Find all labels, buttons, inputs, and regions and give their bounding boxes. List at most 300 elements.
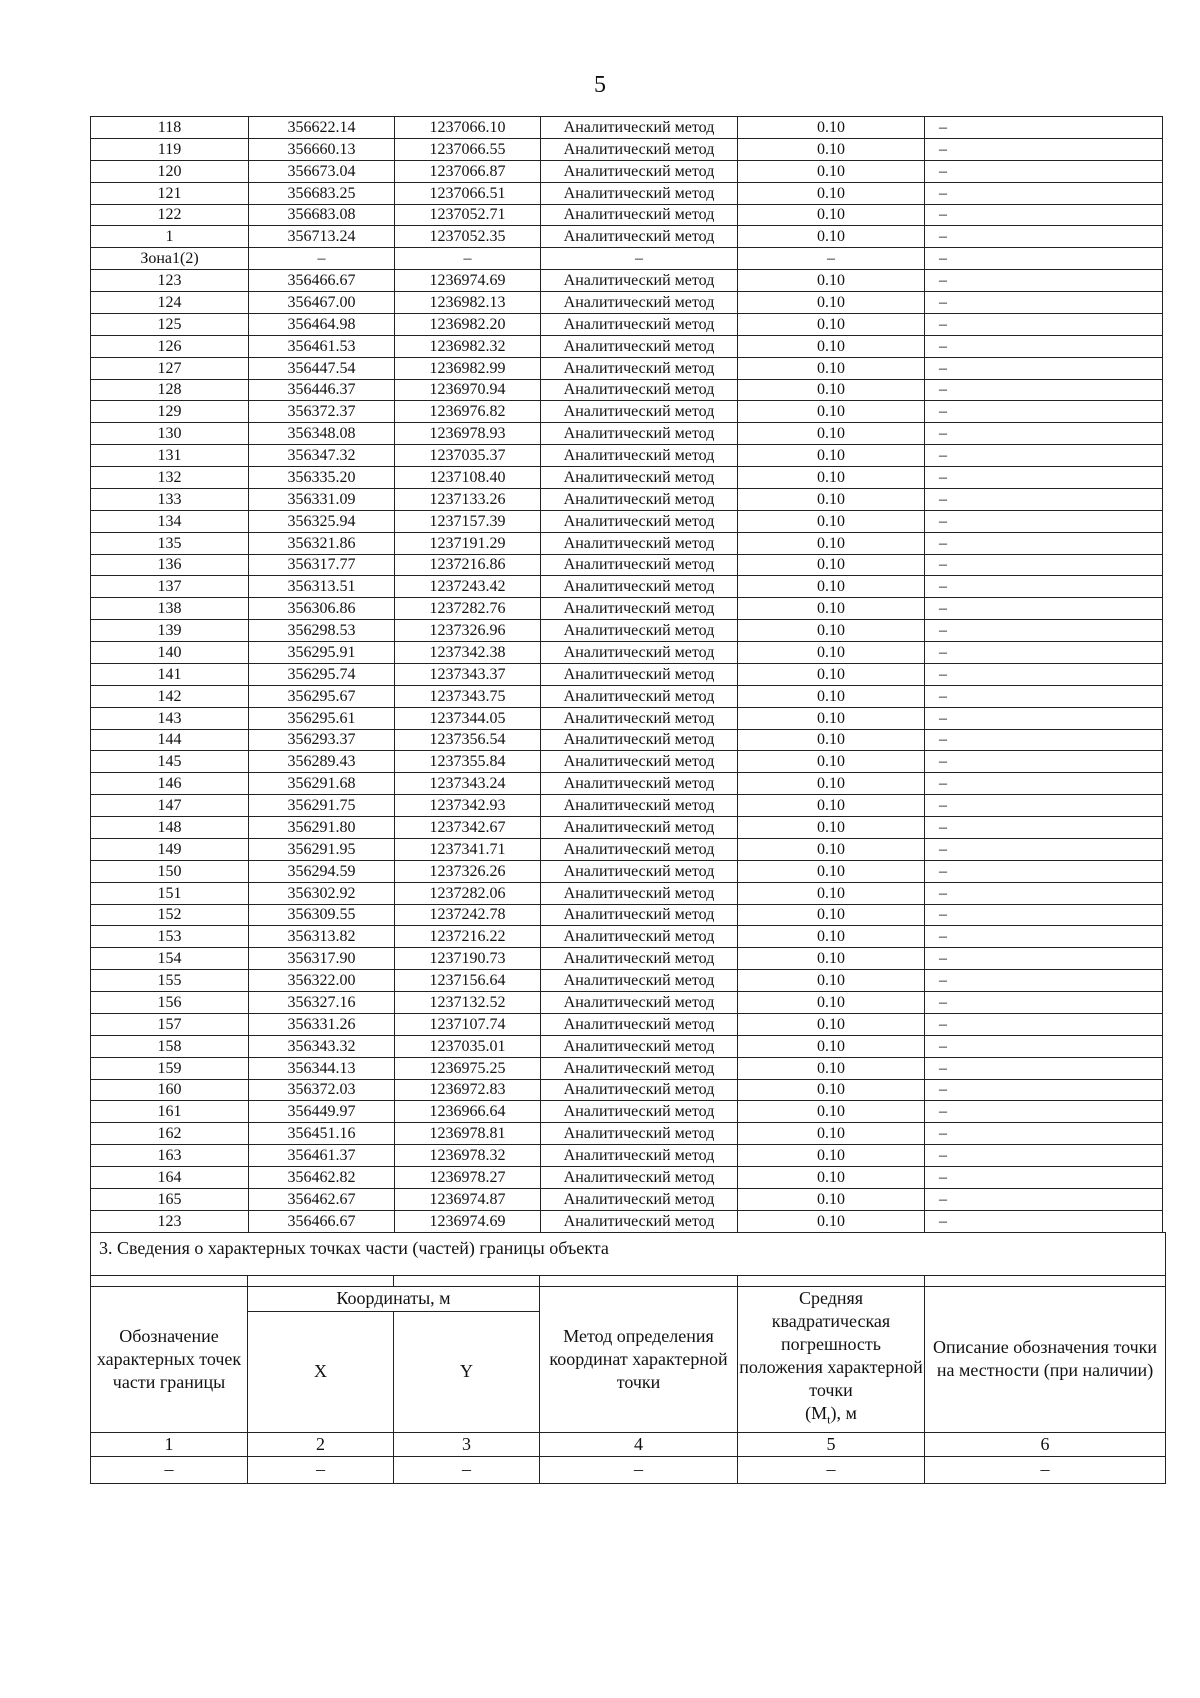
method-cell: Аналитический метод <box>541 1035 738 1057</box>
point-id-cell: 134 <box>91 510 249 532</box>
error-cell: 0.10 <box>738 226 925 248</box>
table-row <box>91 292 1163 314</box>
description-cell: – <box>925 226 1163 248</box>
header-mean-error: Средняя квадратическая погрешность положения характерной точки $(M_t)$, м <box>738 1287 925 1433</box>
method-cell: Аналитический метод <box>541 467 738 489</box>
error-cell: 0.10 <box>738 685 925 707</box>
x-coordinate-cell: 356449.97 <box>249 1101 395 1123</box>
y-coordinate-cell: 1237343.24 <box>395 773 541 795</box>
x-coordinate-cell: 356622.14 <box>249 117 395 139</box>
x-coordinate-cell: 356461.37 <box>249 1145 395 1167</box>
method-cell: Аналитический метод <box>541 970 738 992</box>
point-id-cell: 131 <box>91 445 249 467</box>
header-x: X <box>248 1311 394 1432</box>
table-row <box>91 707 1163 729</box>
y-coordinate-cell: 1236974.69 <box>395 1210 541 1232</box>
empty-cell: – <box>91 1456 248 1483</box>
point-id-cell: 146 <box>91 773 249 795</box>
description-cell: – <box>925 467 1163 489</box>
method-cell: Аналитический метод <box>541 270 738 292</box>
y-coordinate-cell: 1237242.78 <box>395 904 541 926</box>
error-cell: 0.10 <box>738 707 925 729</box>
y-coordinate-cell: 1236978.81 <box>395 1123 541 1145</box>
table-row <box>91 379 1163 401</box>
y-coordinate-cell: 1236982.99 <box>395 357 541 379</box>
point-id-cell: 118 <box>91 117 249 139</box>
table-row <box>91 488 1163 510</box>
method-cell: Аналитический метод <box>541 1057 738 1079</box>
method-cell: Аналитический метод <box>541 576 738 598</box>
description-cell: – <box>925 160 1163 182</box>
y-coordinate-cell: 1236978.93 <box>395 423 541 445</box>
method-cell: Аналитический метод <box>541 992 738 1014</box>
point-id-cell: 124 <box>91 292 249 314</box>
error-cell: 0.10 <box>738 860 925 882</box>
description-cell: – <box>925 423 1163 445</box>
error-cell: 0.10 <box>738 970 925 992</box>
method-cell: Аналитический метод <box>541 1013 738 1035</box>
error-cell: 0.10 <box>738 882 925 904</box>
y-coordinate-cell: 1237052.35 <box>395 226 541 248</box>
description-cell: – <box>925 1210 1163 1232</box>
error-cell: 0.10 <box>738 204 925 226</box>
error-cell: 0.10 <box>738 729 925 751</box>
description-cell: – <box>925 554 1163 576</box>
description-cell: – <box>925 1057 1163 1079</box>
error-cell: 0.10 <box>738 1188 925 1210</box>
column-number: 1 <box>91 1432 248 1456</box>
point-id-cell: 157 <box>91 1013 249 1035</box>
x-coordinate-cell: 356347.32 <box>249 445 395 467</box>
y-coordinate-cell: 1236974.87 <box>395 1188 541 1210</box>
description-cell: – <box>925 379 1163 401</box>
point-id-cell: 140 <box>91 642 249 664</box>
table-row <box>91 970 1163 992</box>
y-coordinate-cell: 1237132.52 <box>395 992 541 1014</box>
point-id-cell: 123 <box>91 1210 249 1232</box>
x-coordinate-cell: 356462.67 <box>249 1188 395 1210</box>
x-coordinate-cell: 356295.61 <box>249 707 395 729</box>
x-coordinate-cell: – <box>249 248 395 270</box>
description-cell: – <box>925 620 1163 642</box>
table-row <box>91 1188 1163 1210</box>
error-cell: 0.10 <box>738 751 925 773</box>
x-coordinate-cell: 356713.24 <box>249 226 395 248</box>
error-cell: 0.10 <box>738 554 925 576</box>
method-cell: Аналитический метод <box>541 510 738 532</box>
table-row <box>91 948 1163 970</box>
method-cell: Аналитический метод <box>541 292 738 314</box>
table-row <box>91 138 1163 160</box>
error-cell: 0.10 <box>738 313 925 335</box>
method-cell: Аналитический метод <box>541 598 738 620</box>
error-cell: 0.10 <box>738 948 925 970</box>
error-cell: 0.10 <box>738 270 925 292</box>
error-cell: 0.10 <box>738 117 925 139</box>
y-coordinate-cell: 1236978.27 <box>395 1167 541 1189</box>
y-coordinate-cell: 1237326.96 <box>395 620 541 642</box>
x-coordinate-cell: 356321.86 <box>249 532 395 554</box>
method-cell: Аналитический метод <box>541 313 738 335</box>
point-id-cell: 154 <box>91 948 249 970</box>
error-cell: 0.10 <box>738 992 925 1014</box>
point-id-cell: 129 <box>91 401 249 423</box>
y-coordinate-cell: 1237356.54 <box>395 729 541 751</box>
description-cell: – <box>925 904 1163 926</box>
method-cell: Аналитический метод <box>541 226 738 248</box>
table-row <box>91 1013 1163 1035</box>
method-cell: Аналитический метод <box>541 882 738 904</box>
method-cell: Аналитический метод <box>541 663 738 685</box>
y-coordinate-cell: 1237066.55 <box>395 138 541 160</box>
method-cell: Аналитический метод <box>541 817 738 839</box>
x-coordinate-cell: 356447.54 <box>249 357 395 379</box>
y-coordinate-cell: 1237190.73 <box>395 948 541 970</box>
method-cell: Аналитический метод <box>541 445 738 467</box>
description-cell: – <box>925 773 1163 795</box>
error-cell: 0.10 <box>738 817 925 839</box>
point-id-cell: 144 <box>91 729 249 751</box>
y-coordinate-cell: 1236982.20 <box>395 313 541 335</box>
y-coordinate-cell: 1237243.42 <box>395 576 541 598</box>
error-cell: 0.10 <box>738 488 925 510</box>
description-cell: – <box>925 751 1163 773</box>
method-cell: Аналитический метод <box>541 773 738 795</box>
x-coordinate-cell: 356306.86 <box>249 598 395 620</box>
error-cell: 0.10 <box>738 182 925 204</box>
x-coordinate-cell: 356466.67 <box>249 1210 395 1232</box>
x-coordinate-cell: 356302.92 <box>249 882 395 904</box>
error-cell: 0.10 <box>738 292 925 314</box>
point-id-cell: 123 <box>91 270 249 292</box>
method-cell: Аналитический метод <box>541 642 738 664</box>
y-coordinate-cell: 1237156.64 <box>395 970 541 992</box>
x-coordinate-cell: 356451.16 <box>249 1123 395 1145</box>
error-cell: 0.10 <box>738 795 925 817</box>
point-id-cell: 120 <box>91 160 249 182</box>
x-coordinate-cell: 356317.77 <box>249 554 395 576</box>
description-cell: – <box>925 1013 1163 1035</box>
y-coordinate-cell: 1236978.32 <box>395 1145 541 1167</box>
method-cell: Аналитический метод <box>541 532 738 554</box>
table-row <box>91 117 1163 139</box>
table-row <box>91 313 1163 335</box>
point-id-cell: 141 <box>91 663 249 685</box>
x-coordinate-cell: 356313.82 <box>249 926 395 948</box>
description-cell: – <box>925 510 1163 532</box>
empty-cell: – <box>394 1456 540 1483</box>
description-cell: – <box>925 313 1163 335</box>
table-row <box>91 248 1163 270</box>
y-coordinate-cell: 1237343.37 <box>395 663 541 685</box>
y-coordinate-cell: 1237216.22 <box>395 926 541 948</box>
description-cell: – <box>925 204 1163 226</box>
error-cell: 0.10 <box>738 773 925 795</box>
method-cell: Аналитический метод <box>541 554 738 576</box>
description-cell: – <box>925 729 1163 751</box>
description-cell: – <box>925 182 1163 204</box>
description-cell: – <box>925 357 1163 379</box>
x-coordinate-cell: 356295.67 <box>249 685 395 707</box>
method-cell: Аналитический метод <box>541 182 738 204</box>
empty-cell: – <box>738 1456 925 1483</box>
x-coordinate-cell: 356309.55 <box>249 904 395 926</box>
y-coordinate-cell: 1237216.86 <box>395 554 541 576</box>
method-cell: Аналитический метод <box>541 685 738 707</box>
error-cell: 0.10 <box>738 467 925 489</box>
empty-cell: – <box>925 1456 1166 1483</box>
y-coordinate-cell: 1237344.05 <box>395 707 541 729</box>
y-coordinate-cell: 1237355.84 <box>395 751 541 773</box>
description-cell: – <box>925 685 1163 707</box>
method-cell: Аналитический метод <box>541 138 738 160</box>
x-coordinate-cell: 356295.91 <box>249 642 395 664</box>
table-row <box>91 795 1163 817</box>
method-cell: Аналитический метод <box>541 904 738 926</box>
point-id-cell: 138 <box>91 598 249 620</box>
point-id-cell: 143 <box>91 707 249 729</box>
method-cell: Аналитический метод <box>541 707 738 729</box>
y-coordinate-cell: 1237066.10 <box>395 117 541 139</box>
description-cell: – <box>925 1188 1163 1210</box>
description-cell: – <box>925 270 1163 292</box>
point-id-cell: 148 <box>91 817 249 839</box>
error-cell: 0.10 <box>738 1013 925 1035</box>
y-coordinate-cell: 1237108.40 <box>395 467 541 489</box>
y-coordinate-cell: 1237052.71 <box>395 204 541 226</box>
table-row <box>91 357 1163 379</box>
column-number: 6 <box>925 1432 1166 1456</box>
x-coordinate-cell: 356291.95 <box>249 838 395 860</box>
error-cell: 0.10 <box>738 663 925 685</box>
point-id-cell: 150 <box>91 860 249 882</box>
method-cell: Аналитический метод <box>541 488 738 510</box>
x-coordinate-cell: 356293.37 <box>249 729 395 751</box>
y-coordinate-cell: 1237282.76 <box>395 598 541 620</box>
error-cell: 0.10 <box>738 838 925 860</box>
table-row <box>91 226 1163 248</box>
table-row <box>91 1145 1163 1167</box>
x-coordinate-cell: 356317.90 <box>249 948 395 970</box>
description-cell: – <box>925 1123 1163 1145</box>
error-cell: 0.10 <box>738 1101 925 1123</box>
method-cell: – <box>541 248 738 270</box>
table-row <box>91 1079 1163 1101</box>
method-cell: Аналитический метод <box>541 838 738 860</box>
error-cell: 0.10 <box>738 1210 925 1232</box>
error-cell: 0.10 <box>738 1035 925 1057</box>
error-cell: 0.10 <box>738 1057 925 1079</box>
point-id-cell: 165 <box>91 1188 249 1210</box>
point-id-cell: 133 <box>91 488 249 510</box>
error-cell: 0.10 <box>738 160 925 182</box>
method-cell: Аналитический метод <box>541 117 738 139</box>
x-coordinate-cell: 356660.13 <box>249 138 395 160</box>
y-coordinate-cell: 1236972.83 <box>395 1079 541 1101</box>
section-3-table <box>90 1232 1166 1484</box>
x-coordinate-cell: 356344.13 <box>249 1057 395 1079</box>
y-coordinate-cell: 1237326.26 <box>395 860 541 882</box>
header-point-designation: Обозначение характерных точек части границы <box>91 1287 248 1433</box>
x-coordinate-cell: 356327.16 <box>249 992 395 1014</box>
y-coordinate-cell: 1237066.51 <box>395 182 541 204</box>
error-cell: 0.10 <box>738 138 925 160</box>
column-number: 5 <box>738 1432 925 1456</box>
point-id-cell: 153 <box>91 926 249 948</box>
table-row <box>91 729 1163 751</box>
x-coordinate-cell: 356464.98 <box>249 313 395 335</box>
y-coordinate-cell: 1237066.87 <box>395 160 541 182</box>
point-id-cell: 128 <box>91 379 249 401</box>
x-coordinate-cell: 356294.59 <box>249 860 395 882</box>
point-id-cell: 130 <box>91 423 249 445</box>
error-cell: 0.10 <box>738 642 925 664</box>
method-cell: Аналитический метод <box>541 357 738 379</box>
x-coordinate-cell: 356372.37 <box>249 401 395 423</box>
table-row <box>91 773 1163 795</box>
table-row <box>91 663 1163 685</box>
point-id-cell: 125 <box>91 313 249 335</box>
method-cell: Аналитический метод <box>541 620 738 642</box>
error-cell: 0.10 <box>738 510 925 532</box>
method-cell: Аналитический метод <box>541 160 738 182</box>
x-coordinate-cell: 356348.08 <box>249 423 395 445</box>
x-coordinate-cell: 356462.82 <box>249 1167 395 1189</box>
table-row <box>91 532 1163 554</box>
point-id-cell: 147 <box>91 795 249 817</box>
description-cell: – <box>925 992 1163 1014</box>
table-row <box>91 904 1163 926</box>
description-cell: – <box>925 838 1163 860</box>
description-cell: – <box>925 138 1163 160</box>
error-cell: – <box>738 248 925 270</box>
table-row <box>91 467 1163 489</box>
method-cell: Аналитический метод <box>541 1210 738 1232</box>
page-number: 5 <box>594 72 606 98</box>
description-cell: – <box>925 1079 1163 1101</box>
table-row <box>91 423 1163 445</box>
point-id-cell: 164 <box>91 1167 249 1189</box>
description-cell: – <box>925 970 1163 992</box>
point-id-cell: 122 <box>91 204 249 226</box>
point-id-cell: 132 <box>91 467 249 489</box>
y-coordinate-cell: 1236982.32 <box>395 335 541 357</box>
y-coordinate-cell: 1236966.64 <box>395 1101 541 1123</box>
table-row <box>91 270 1163 292</box>
error-cell: 0.10 <box>738 335 925 357</box>
description-cell: – <box>925 1035 1163 1057</box>
method-cell: Аналитический метод <box>541 729 738 751</box>
error-cell: 0.10 <box>738 1123 925 1145</box>
table-row <box>91 598 1163 620</box>
method-cell: Аналитический метод <box>541 1145 738 1167</box>
error-cell: 0.10 <box>738 357 925 379</box>
x-coordinate-cell: 356446.37 <box>249 379 395 401</box>
y-coordinate-cell: 1237342.93 <box>395 795 541 817</box>
method-cell: Аналитический метод <box>541 335 738 357</box>
method-cell: Аналитический метод <box>541 1123 738 1145</box>
x-coordinate-cell: 356291.80 <box>249 817 395 839</box>
x-coordinate-cell: 356683.08 <box>249 204 395 226</box>
table-row <box>91 576 1163 598</box>
table-row <box>91 204 1163 226</box>
x-coordinate-cell: 356331.09 <box>249 488 395 510</box>
point-id-cell: 137 <box>91 576 249 598</box>
point-id-cell: 139 <box>91 620 249 642</box>
boundary-points-table <box>90 116 1163 1233</box>
error-cell: 0.10 <box>738 576 925 598</box>
description-cell: – <box>925 707 1163 729</box>
x-coordinate-cell: 356335.20 <box>249 467 395 489</box>
x-coordinate-cell: 356673.04 <box>249 160 395 182</box>
point-id-cell: 135 <box>91 532 249 554</box>
x-coordinate-cell: 356683.25 <box>249 182 395 204</box>
description-cell: – <box>925 532 1163 554</box>
table-row <box>91 1057 1163 1079</box>
description-cell: – <box>925 1101 1163 1123</box>
y-coordinate-cell: 1237342.38 <box>395 642 541 664</box>
method-cell: Аналитический метод <box>541 1188 738 1210</box>
table-row <box>91 1210 1163 1232</box>
header-coordinates: Координаты, м <box>248 1287 540 1312</box>
table-row <box>91 335 1163 357</box>
table-row <box>91 510 1163 532</box>
y-coordinate-cell: 1237342.67 <box>395 817 541 839</box>
method-cell: Аналитический метод <box>541 1101 738 1123</box>
description-cell: – <box>925 926 1163 948</box>
x-coordinate-cell: 356343.32 <box>249 1035 395 1057</box>
empty-cell: – <box>540 1456 738 1483</box>
y-coordinate-cell: – <box>395 248 541 270</box>
point-id-cell: 127 <box>91 357 249 379</box>
column-number: 3 <box>394 1432 540 1456</box>
table-row <box>91 642 1163 664</box>
x-coordinate-cell: 356331.26 <box>249 1013 395 1035</box>
point-id-cell: 159 <box>91 1057 249 1079</box>
point-id-cell: 151 <box>91 882 249 904</box>
description-cell: – <box>925 117 1163 139</box>
point-id-cell: 163 <box>91 1145 249 1167</box>
table-row <box>91 554 1163 576</box>
description-cell: – <box>925 576 1163 598</box>
column-number: 4 <box>540 1432 738 1456</box>
point-id-cell: 158 <box>91 1035 249 1057</box>
point-id-cell: 142 <box>91 685 249 707</box>
point-id-cell: 1 <box>91 226 249 248</box>
method-cell: Аналитический метод <box>541 379 738 401</box>
error-cell: 0.10 <box>738 1167 925 1189</box>
section-3-title: 3. Сведения о характерных точках части (частей) границы объекта <box>91 1233 1166 1276</box>
point-id-cell: 145 <box>91 751 249 773</box>
error-cell: 0.10 <box>738 926 925 948</box>
description-cell: – <box>925 642 1163 664</box>
y-coordinate-cell: 1236970.94 <box>395 379 541 401</box>
table-row <box>91 926 1163 948</box>
error-cell: 0.10 <box>738 423 925 445</box>
x-coordinate-cell: 356289.43 <box>249 751 395 773</box>
method-cell: Аналитический метод <box>541 860 738 882</box>
y-coordinate-cell: 1237035.01 <box>395 1035 541 1057</box>
y-coordinate-cell: 1237343.75 <box>395 685 541 707</box>
description-cell: – <box>925 795 1163 817</box>
method-cell: Аналитический метод <box>541 423 738 445</box>
method-cell: Аналитический метод <box>541 795 738 817</box>
point-id-cell: 136 <box>91 554 249 576</box>
header-method: Метод определения координат характерной точки <box>540 1287 738 1433</box>
y-coordinate-cell: 1237157.39 <box>395 510 541 532</box>
description-cell: – <box>925 401 1163 423</box>
description-cell: – <box>925 1167 1163 1189</box>
